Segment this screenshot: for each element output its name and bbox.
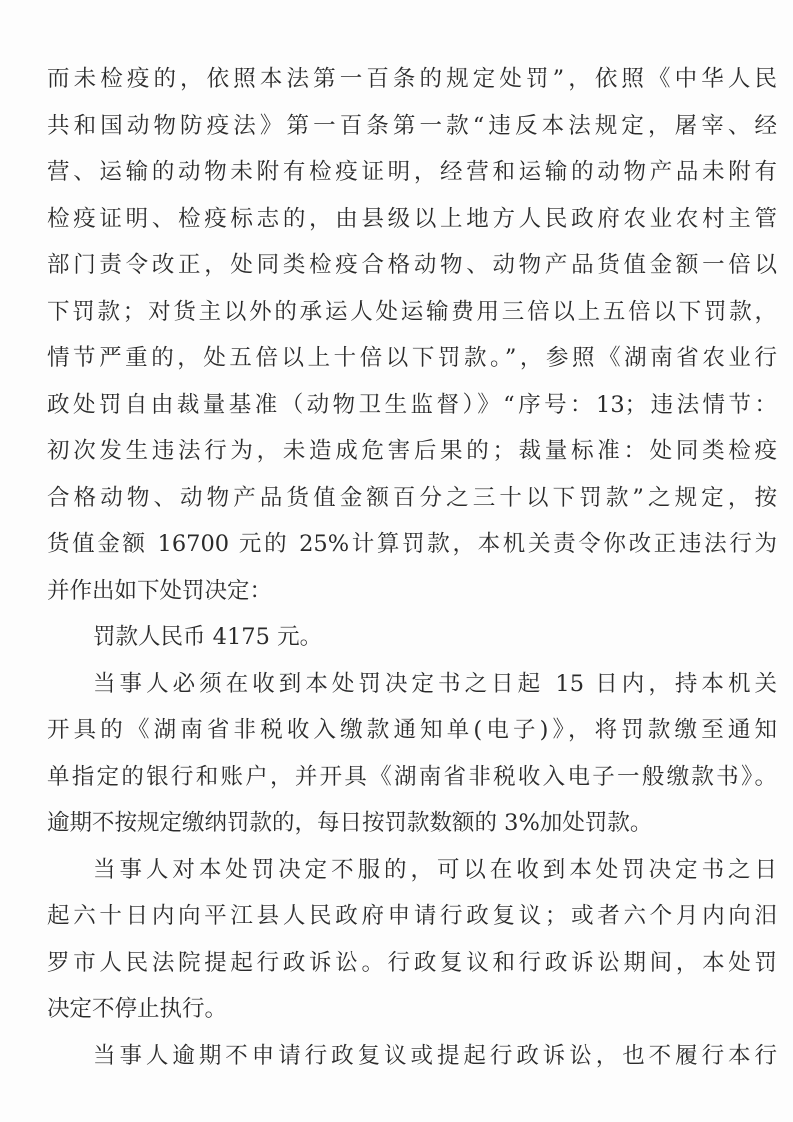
text-line: 当事人必须在收到本处罚决定书之日起 15 日内，持本机关 [93,670,777,697]
text-line: 当事人对本处罚决定不服的，可以在收到本处罚决定书之日 [93,856,777,883]
fine-amount-line: 罚款人民币 4175 元。 [93,624,323,650]
text-line: 决定不停止执行。 [47,996,228,1022]
text-line: 政处罚自由裁量基准（动物卫生监督）》“序号：13；违法情节： [47,391,777,418]
document-body [47,56,777,1079]
text-line: 共和国动物防疫法》第一百条第一款“违反本法规定，屠宰、经 [47,112,777,139]
text-line: 初次发生违法行为，未造成危害后果的；裁量标准：处同类检疫 [47,438,777,464]
text-line: 罗市人民法院提起行政诉讼。行政复议和行政诉讼期间，本处罚 [47,949,777,976]
text-line: 合格动物、动物产品货值金额百分之三十以下罚款”之规定，按 [47,484,777,511]
text-line: 下罚款；对货主以外的承运人处运输费用三倍以上五倍以下罚款， [47,298,777,325]
text-line: 货值金额 16700 元的 25%计算罚款，本机关责令你改正违法行为 [47,531,777,557]
text-line: 部门责令改正，处同类检疫合格动物、动物产品货值金额一倍以 [47,252,777,278]
text-line: 检疫证明、检疫标志的，由县级以上地方人民政府农业农村主管 [47,205,777,232]
text-line: 逾期不按规定缴纳罚款的，每日按罚款数额的 3%加处罚款。 [47,810,653,836]
text-line: 营、运输的动物未附有检疫证明，经营和运输的动物产品未附有 [47,159,777,185]
text-line: 起六十日内向平江县人民政府申请行政复议；或者六个月内向汨 [47,903,777,929]
text-line: 并作出如下处罚决定： [47,577,273,604]
text-line: 当事人逾期不申请行政复议或提起行政诉讼，也不履行本行 [93,1042,777,1069]
text-line: 开具的《湖南省非税收入缴款通知单(电子)》，将罚款缴至通知 [47,717,777,743]
text-line: 而未检疫的，依照本法第一百条的规定处罚”，依照《中华人民 [47,66,777,92]
text-line: 单指定的银行和账户，并开具《湖南省非税收入电子一般缴款书》。 [47,763,777,790]
text-line: 情节严重的，处五倍以上十倍以下罚款。”，参照《湖南省农业行 [47,345,777,371]
